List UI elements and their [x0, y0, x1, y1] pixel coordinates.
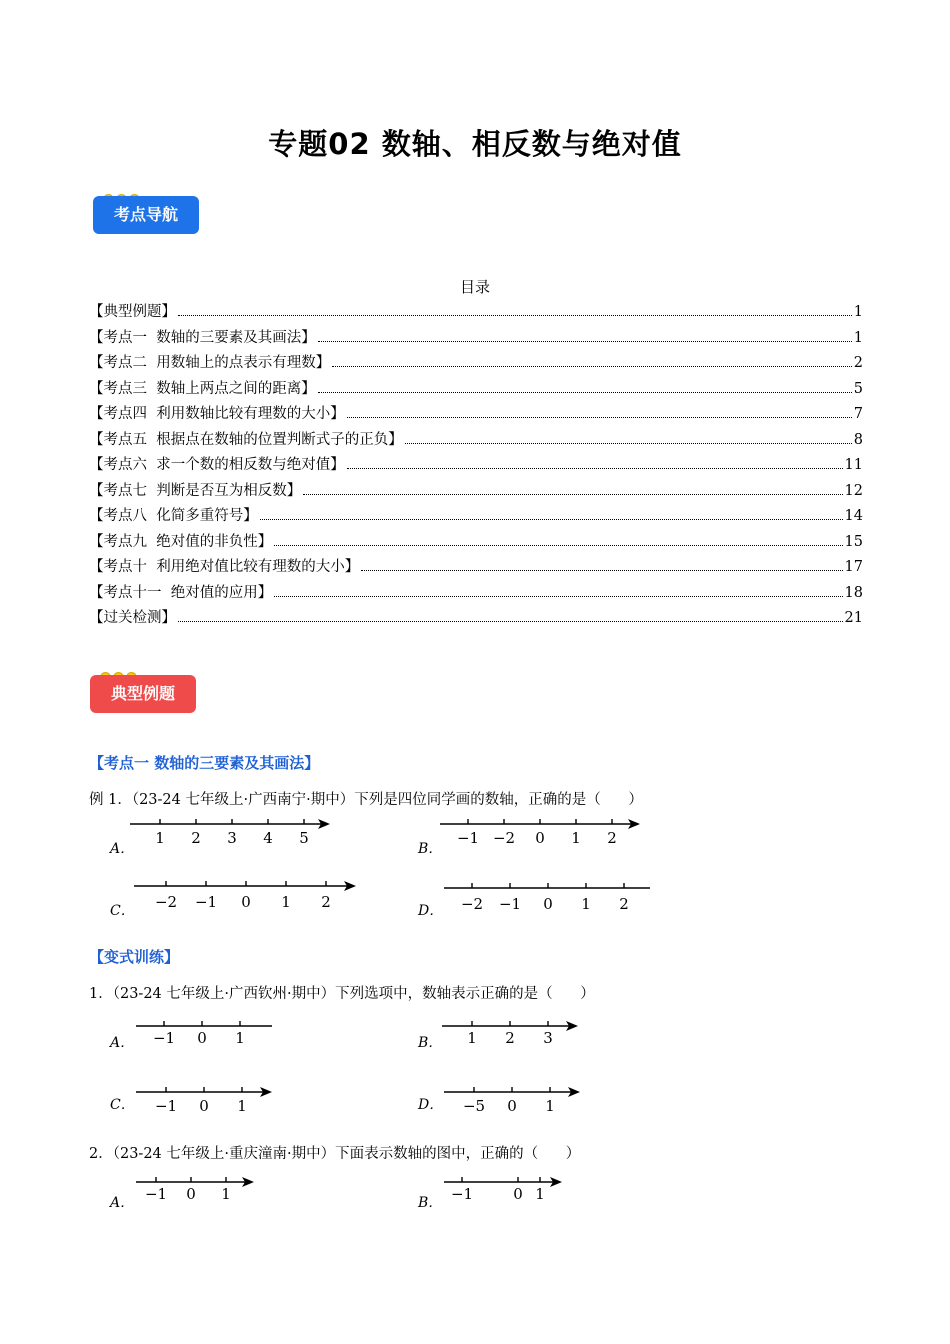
toc-leader-dots — [318, 391, 852, 393]
tick-label: 1 — [545, 1097, 555, 1115]
toc-entry-label: 【考点四 利用数轴比较有理数的大小】 — [89, 406, 345, 422]
tick-label: 0 — [543, 895, 553, 913]
toc-entry[interactable] — [89, 453, 863, 479]
tick-label: 1 — [281, 893, 291, 911]
option-letter: B． — [418, 1035, 443, 1051]
tick-label: 1 — [581, 895, 591, 913]
number-line — [136, 1084, 276, 1118]
toc-entry[interactable] — [89, 581, 863, 607]
page-title: 专题02 数轴、相反数与绝对值 — [268, 127, 682, 161]
nav-badge: 考点导航 — [93, 196, 199, 234]
toc-entry[interactable] — [89, 504, 863, 530]
number-line — [130, 814, 340, 854]
tick-label: 2 — [505, 1029, 515, 1047]
number-line — [444, 1084, 584, 1118]
toc-leader-dots — [178, 314, 852, 316]
toc-leader-dots — [332, 365, 852, 367]
toc-entry-label: 【考点一 数轴的三要素及其画法】 — [89, 329, 316, 346]
toc-entry-page: 12 — [844, 482, 863, 499]
option-letter: B． — [418, 1195, 443, 1211]
toc-entry-page: 14 — [844, 508, 863, 524]
toc-entry-page: 1 — [853, 304, 863, 320]
table-of-contents — [89, 300, 863, 632]
toc-leader-dots — [361, 569, 842, 571]
tick-label: 1 — [237, 1097, 247, 1115]
tick-label: 3 — [543, 1029, 553, 1047]
toc-leader-dots — [274, 595, 842, 597]
tick-label: 1 — [221, 1185, 231, 1203]
option-letter: A． — [110, 1195, 135, 1211]
toc-entry-page: 21 — [844, 610, 863, 626]
toc-heading: 目录 — [459, 278, 490, 296]
tick-label: 1 — [155, 829, 165, 847]
toc-entry-page: 11 — [844, 457, 863, 473]
tick-label: −1 — [194, 893, 218, 911]
toc-entry[interactable] — [89, 402, 863, 428]
tick-label: −2 — [460, 895, 484, 913]
examples-badge: 典型例题 — [90, 675, 196, 713]
toc-entry-label: 【考点七 判断是否互为相反数】 — [89, 482, 302, 499]
toc-entry[interactable] — [89, 326, 863, 352]
q1-question: 1．（23-24 七年级上·广西钦州·期中）下列选项中，数轴表示正确的是（ ） — [89, 986, 595, 1002]
tick-label: 0 — [186, 1185, 196, 1203]
tick-label: 1 — [235, 1029, 245, 1047]
toc-entry-page: 1 — [853, 329, 863, 346]
number-line — [444, 1172, 568, 1206]
toc-entry-page: 18 — [844, 584, 863, 601]
toc-entry-label: 【考点六 求一个数的相反数与绝对值】 — [89, 457, 345, 473]
tick-label: 1 — [535, 1185, 545, 1203]
toc-entry-page: 2 — [853, 355, 863, 371]
toc-entry-label: 【典型例题】 — [89, 304, 176, 320]
number-line — [442, 1016, 582, 1050]
tick-label: 2 — [321, 893, 331, 911]
toc-entry[interactable] — [89, 606, 863, 632]
tick-label: −5 — [462, 1097, 486, 1115]
example1-question: 例 1．（23-24 七年级上·广西南宁·期中）下列是四位同学画的数轴，正确的是（ ） — [89, 792, 643, 808]
tick-label: 0 — [507, 1097, 517, 1115]
toc-entry-label: 【考点三 数轴上两点之间的距离】 — [89, 380, 316, 397]
tick-label: −1 — [152, 1029, 176, 1047]
tick-label: 0 — [513, 1185, 523, 1203]
number-line — [440, 814, 650, 854]
tick-label: 0 — [199, 1097, 209, 1115]
toc-leader-dots — [260, 518, 843, 520]
toc-entry-label: 【过关检测】 — [89, 610, 176, 626]
toc-leader-dots — [318, 340, 852, 342]
toc-entry-label: 【考点十一 绝对值的应用】 — [89, 584, 273, 601]
toc-entry-label: 【考点九 绝对值的非负性】 — [89, 533, 273, 550]
tick-label: −1 — [456, 829, 480, 847]
tick-label: 4 — [263, 829, 273, 847]
tick-label: 5 — [299, 829, 309, 847]
number-line — [134, 876, 364, 920]
toc-entry-page: 17 — [844, 559, 863, 575]
toc-entry[interactable] — [89, 351, 863, 377]
tick-label: 0 — [535, 829, 545, 847]
tick-label: 0 — [241, 893, 251, 911]
tick-label: 3 — [227, 829, 237, 847]
tick-label: 1 — [571, 829, 581, 847]
toc-entry-page: 8 — [853, 431, 863, 448]
option-letter: C． — [110, 903, 135, 919]
tick-label: 1 — [467, 1029, 477, 1047]
tick-label: 2 — [619, 895, 629, 913]
number-line — [136, 1172, 260, 1206]
number-line — [136, 1016, 276, 1050]
toc-entry-label: 【考点二 用数轴上的点表示有理数】 — [89, 355, 331, 371]
tick-label: −2 — [154, 893, 178, 911]
option-letter: B． — [418, 841, 443, 857]
toc-entry-label: 【考点五 根据点在数轴的位置判断式子的正负】 — [89, 431, 403, 448]
toc-entry[interactable] — [89, 377, 863, 403]
toc-leader-dots — [347, 416, 852, 418]
tick-label: 2 — [607, 829, 617, 847]
toc-entry-page: 5 — [853, 380, 863, 397]
number-line — [444, 876, 654, 920]
toc-leader-dots — [274, 544, 842, 546]
toc-leader-dots — [347, 467, 843, 469]
tick-label: −1 — [154, 1097, 178, 1115]
toc-entry-page: 7 — [853, 406, 863, 422]
toc-entry[interactable] — [89, 530, 863, 556]
toc-entry-page: 15 — [844, 533, 863, 550]
tick-label: −2 — [492, 829, 516, 847]
tick-label: −1 — [144, 1185, 168, 1203]
tick-label: 0 — [197, 1029, 207, 1047]
tick-label: −1 — [450, 1185, 474, 1203]
toc-entry-label: 【考点十 利用绝对值比较有理数的大小】 — [89, 559, 360, 575]
q2-question: 2．（23-24 七年级上·重庆潼南·期中）下面表示数轴的图中，正确的（ ） — [89, 1146, 581, 1162]
option-letter: A． — [110, 1035, 135, 1051]
option-letter: A． — [110, 841, 135, 857]
toc-leader-dots — [178, 620, 843, 622]
toc-entry[interactable] — [89, 300, 863, 326]
option-letter: D． — [418, 1097, 444, 1113]
toc-leader-dots — [303, 493, 842, 495]
section-heading: 【考点一 数轴的三要素及其画法】 — [89, 754, 320, 772]
toc-entry-label: 【考点八 化简多重符号】 — [89, 508, 258, 524]
variant-heading: 【变式训练】 — [89, 948, 180, 966]
option-letter: D． — [418, 903, 444, 919]
toc-entry[interactable] — [89, 479, 863, 505]
tick-label: −1 — [498, 895, 522, 913]
option-letter: C． — [110, 1097, 135, 1113]
toc-entry[interactable] — [89, 428, 863, 454]
tick-label: 2 — [191, 829, 201, 847]
toc-leader-dots — [405, 442, 852, 444]
toc-entry[interactable] — [89, 555, 863, 581]
